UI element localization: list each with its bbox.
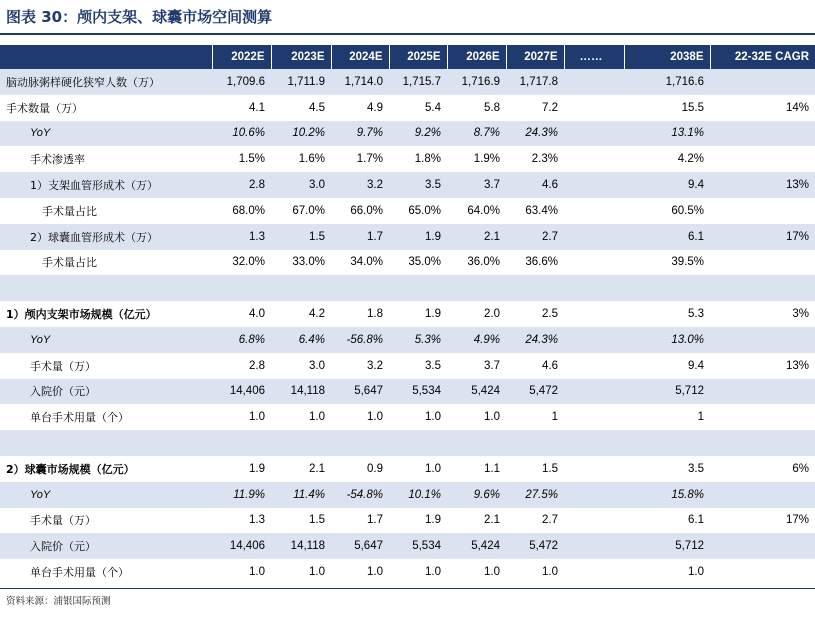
table-cell bbox=[710, 482, 815, 508]
table-cell: 1.6% bbox=[298, 153, 325, 166]
row-label: 1）支架血管形成术（万） bbox=[0, 172, 212, 198]
table-cell bbox=[564, 456, 624, 482]
table-cell: 17% bbox=[785, 514, 809, 527]
table-cell: 2.1 bbox=[309, 462, 325, 475]
table-row bbox=[0, 224, 815, 250]
table-row bbox=[0, 327, 815, 353]
table-cell bbox=[564, 172, 624, 198]
table-cell: 4.5 bbox=[309, 101, 325, 114]
table-cell: 1.8 bbox=[367, 308, 383, 321]
table-cell: 1.7% bbox=[356, 153, 383, 166]
table-cell: 2.7 bbox=[506, 224, 564, 250]
table-cell: 3% bbox=[792, 308, 809, 321]
table-cell: 5,424 bbox=[447, 533, 506, 559]
table-cell: 13.0% bbox=[624, 327, 710, 353]
table-cell bbox=[564, 146, 624, 172]
table-row bbox=[0, 146, 815, 172]
row-label: 2）球囊市场规模（亿元） bbox=[6, 462, 135, 476]
table-cell: 1.9 bbox=[425, 514, 441, 527]
table-cell: 3.2 bbox=[331, 172, 389, 198]
row-label: 手术数量（万） bbox=[6, 101, 83, 115]
table-cell: 36.0% bbox=[467, 256, 500, 269]
table-cell: 2.0 bbox=[484, 308, 500, 321]
row-label: 手术渗透率 bbox=[30, 153, 85, 167]
table-cell: 6.4% bbox=[271, 327, 331, 353]
table-row bbox=[0, 95, 815, 121]
table-row bbox=[0, 121, 815, 147]
table-row bbox=[0, 482, 815, 508]
row-label: YoY bbox=[0, 121, 212, 147]
table-cell: 2.7 bbox=[542, 514, 558, 527]
table-cell bbox=[564, 353, 624, 379]
table-cell: 2.8 bbox=[249, 359, 265, 372]
table-cell: 1,716.9 bbox=[447, 69, 506, 95]
table-cell: 9.6% bbox=[447, 482, 506, 508]
table-cell bbox=[564, 533, 624, 559]
table-cell bbox=[710, 327, 815, 353]
table-cell: 8.7% bbox=[447, 121, 506, 147]
table-cell: 67.0% bbox=[292, 204, 325, 217]
table-cell: 1 bbox=[697, 411, 704, 424]
title-divider bbox=[0, 33, 815, 35]
table-cell: 1.5% bbox=[238, 153, 265, 166]
table-cell: 32.0% bbox=[232, 256, 265, 269]
table-cell: 5,647 bbox=[331, 379, 389, 405]
table-cell: 13.1% bbox=[624, 121, 710, 147]
table-cell: 14,406 bbox=[212, 533, 271, 559]
table-cell bbox=[564, 224, 624, 250]
table-row bbox=[0, 379, 815, 405]
table-cell: 5,472 bbox=[506, 533, 564, 559]
table-cell: 6% bbox=[792, 462, 809, 475]
header-cell: 2023E bbox=[271, 45, 331, 69]
table-cell: 3.0 bbox=[309, 359, 325, 372]
row-label: 单台手术用量（个） bbox=[30, 411, 129, 425]
table-cell: 10.1% bbox=[389, 482, 447, 508]
header-cell-label bbox=[0, 45, 212, 69]
table-cell: 5,712 bbox=[624, 379, 710, 405]
table-cell: 34.0% bbox=[350, 256, 383, 269]
header-cell: 2022E bbox=[212, 45, 271, 69]
table-cell: 1.0 bbox=[688, 566, 704, 579]
table-cell: 1.3 bbox=[212, 224, 271, 250]
table-cell: 2.3% bbox=[531, 153, 558, 166]
row-label: 手术量占比 bbox=[42, 204, 97, 218]
table-cell: 1.0 bbox=[542, 566, 558, 579]
table-row bbox=[0, 456, 815, 482]
table-cell: 17% bbox=[710, 224, 815, 250]
table-cell bbox=[564, 559, 624, 585]
spacer-cell bbox=[0, 275, 815, 301]
table-cell bbox=[564, 301, 624, 327]
table-cell: 1.0 bbox=[309, 566, 325, 579]
row-label: 手术量占比 bbox=[42, 256, 97, 270]
table-cell: 1.8% bbox=[414, 153, 441, 166]
table-cell: 1 bbox=[551, 411, 558, 424]
table-row bbox=[0, 172, 815, 198]
table-cell: 1.0 bbox=[367, 566, 383, 579]
table-cell: 4.9 bbox=[367, 101, 383, 114]
table-cell: 1.0 bbox=[425, 566, 441, 579]
table-cell: 3.5 bbox=[425, 359, 441, 372]
table-cell: 11.9% bbox=[212, 482, 271, 508]
spacer-cell bbox=[0, 430, 815, 456]
table-cell: 1.0 bbox=[249, 411, 265, 424]
table-cell bbox=[564, 69, 624, 95]
header-cell: 2025E bbox=[389, 45, 447, 69]
table-cell: 4.6 bbox=[506, 172, 564, 198]
table-cell: 5,472 bbox=[506, 379, 564, 405]
table-cell: 2.1 bbox=[447, 224, 506, 250]
table-row bbox=[0, 198, 815, 224]
table-cell: 24.3% bbox=[506, 327, 564, 353]
table-cell: 3.0 bbox=[271, 172, 331, 198]
table-cell: 1.9 bbox=[425, 308, 441, 321]
table-cell bbox=[564, 379, 624, 405]
table-cell: 14,406 bbox=[212, 379, 271, 405]
row-label: YoY bbox=[0, 327, 212, 353]
row-label: YoY bbox=[0, 482, 212, 508]
table-cell bbox=[710, 404, 815, 430]
table-cell: 13% bbox=[710, 172, 815, 198]
market-table bbox=[0, 45, 815, 585]
table-cell: 9.2% bbox=[389, 121, 447, 147]
table-cell: 1.0 bbox=[484, 566, 500, 579]
table-cell: 1,716.6 bbox=[624, 69, 710, 95]
row-label: 入院价（元） bbox=[0, 533, 212, 559]
table-cell: 65.0% bbox=[408, 204, 441, 217]
table-cell bbox=[710, 250, 815, 276]
table-cell: 5,534 bbox=[389, 533, 447, 559]
table-cell: 1,715.7 bbox=[389, 69, 447, 95]
table-cell: 60.5% bbox=[671, 204, 704, 217]
table-cell: 5.3% bbox=[389, 327, 447, 353]
table-cell: 1.0 bbox=[425, 411, 441, 424]
table-cell: 1.5 bbox=[271, 224, 331, 250]
table-cell: 10.6% bbox=[212, 121, 271, 147]
table-cell: 6.8% bbox=[212, 327, 271, 353]
table-cell: 36.6% bbox=[525, 256, 558, 269]
table-cell: 1.5 bbox=[542, 462, 558, 475]
source-note: 资料来源：浦银国际预测 bbox=[6, 596, 111, 607]
table-cell: 35.0% bbox=[408, 256, 441, 269]
table-cell: 4.2 bbox=[309, 308, 325, 321]
table-cell: 4.6 bbox=[542, 359, 558, 372]
table-cell: 1.9 bbox=[389, 224, 447, 250]
table-cell: 27.5% bbox=[506, 482, 564, 508]
table-cell: 66.0% bbox=[350, 204, 383, 217]
table-cell: 1.3 bbox=[249, 514, 265, 527]
table-cell: 14,118 bbox=[271, 533, 331, 559]
table-cell: 2.8 bbox=[212, 172, 271, 198]
footer-divider bbox=[0, 588, 815, 589]
table-cell: 4.1 bbox=[249, 101, 265, 114]
table-cell bbox=[564, 95, 624, 121]
table-cell: 1,714.0 bbox=[331, 69, 389, 95]
table-cell: -54.8% bbox=[331, 482, 389, 508]
table-cell: 5.8 bbox=[484, 101, 500, 114]
table-header-row bbox=[0, 45, 815, 69]
table-cell: 15.5 bbox=[681, 101, 704, 114]
table-cell: 1,711.9 bbox=[271, 69, 331, 95]
table-cell: 3.2 bbox=[367, 359, 383, 372]
table-cell: 24.3% bbox=[506, 121, 564, 147]
table-cell: 14,118 bbox=[271, 379, 331, 405]
table-cell bbox=[564, 198, 624, 224]
table-cell bbox=[710, 379, 815, 405]
table-cell: 9.4 bbox=[624, 172, 710, 198]
row-label: 脑动脉粥样硬化狭窄人数（万） bbox=[0, 69, 212, 95]
table-cell: 33.0% bbox=[292, 256, 325, 269]
table-cell: 3.7 bbox=[484, 359, 500, 372]
header-cell: 2026E bbox=[447, 45, 506, 69]
table-cell: 5,712 bbox=[624, 533, 710, 559]
table-row bbox=[0, 508, 815, 534]
table-cell bbox=[564, 482, 624, 508]
header-cell: 2038E bbox=[624, 45, 710, 69]
table-cell: 4.0 bbox=[249, 308, 265, 321]
table-cell: 9.7% bbox=[331, 121, 389, 147]
page-title: 图表 30：颅内支架、球囊市场空间测算 bbox=[6, 8, 273, 26]
table-cell: 4.9% bbox=[447, 327, 506, 353]
table-cell bbox=[710, 533, 815, 559]
table-cell: 3.5 bbox=[688, 462, 704, 475]
table-cell: 5.3 bbox=[688, 308, 704, 321]
spacer-row bbox=[0, 275, 815, 301]
table-cell: -56.8% bbox=[331, 327, 389, 353]
table-cell: 6.1 bbox=[624, 224, 710, 250]
table-row bbox=[0, 301, 815, 327]
table-row bbox=[0, 69, 815, 95]
row-label: 手术量（万） bbox=[30, 359, 96, 373]
table-cell: 1.0 bbox=[425, 462, 441, 475]
table-row bbox=[0, 559, 815, 585]
table-cell: 7.2 bbox=[542, 101, 558, 114]
table-cell: 1.0 bbox=[249, 566, 265, 579]
table-row bbox=[0, 250, 815, 276]
table-cell: 5,647 bbox=[331, 533, 389, 559]
table-cell: 1,717.8 bbox=[506, 69, 564, 95]
table-cell: 10.2% bbox=[271, 121, 331, 147]
table-cell: 1.1 bbox=[484, 462, 500, 475]
table-cell bbox=[710, 69, 815, 95]
table-cell: 1.5 bbox=[309, 514, 325, 527]
table-cell: 39.5% bbox=[671, 256, 704, 269]
table-cell: 1.0 bbox=[484, 411, 500, 424]
row-label: 1）颅内支架市场规模（亿元） bbox=[6, 308, 157, 322]
table-row bbox=[0, 404, 815, 430]
row-label: 入院价（元） bbox=[0, 379, 212, 405]
table-cell bbox=[564, 404, 624, 430]
table-cell: 68.0% bbox=[232, 204, 265, 217]
table-cell bbox=[710, 198, 815, 224]
table-row bbox=[0, 533, 815, 559]
table-cell: 2.1 bbox=[484, 514, 500, 527]
table-cell: 1,709.6 bbox=[212, 69, 271, 95]
table-cell: 1.9% bbox=[473, 153, 500, 166]
row-label: 手术量（万） bbox=[30, 514, 96, 528]
table-cell: 0.9 bbox=[367, 462, 383, 475]
table-cell: 1.7 bbox=[367, 514, 383, 527]
table-cell: 63.4% bbox=[525, 204, 558, 217]
table-cell: 1.7 bbox=[331, 224, 389, 250]
table-cell: 5.4 bbox=[425, 101, 441, 114]
table-cell: 5,534 bbox=[389, 379, 447, 405]
table-cell bbox=[710, 146, 815, 172]
row-label: 单台手术用量（个） bbox=[30, 566, 129, 580]
table-cell: 3.7 bbox=[447, 172, 506, 198]
table-cell bbox=[564, 121, 624, 147]
table-cell bbox=[710, 121, 815, 147]
table-cell bbox=[564, 250, 624, 276]
table-cell: 1.0 bbox=[309, 411, 325, 424]
table-cell: 14% bbox=[785, 101, 809, 114]
header-cell: 22-32E CAGR bbox=[710, 45, 815, 69]
table-row bbox=[0, 353, 815, 379]
table-cell: 4.2% bbox=[677, 153, 704, 166]
table-cell: 2.5 bbox=[542, 308, 558, 321]
table-cell: 64.0% bbox=[467, 204, 500, 217]
table-cell bbox=[564, 327, 624, 353]
table-cell: 1.9 bbox=[249, 462, 265, 475]
table-cell bbox=[710, 559, 815, 585]
header-cell: 2027E bbox=[506, 45, 564, 69]
table-cell: 5,424 bbox=[447, 379, 506, 405]
table-cell: 3.5 bbox=[389, 172, 447, 198]
table-cell bbox=[564, 508, 624, 534]
table-cell: 15.8% bbox=[624, 482, 710, 508]
table-cell: 13% bbox=[785, 359, 809, 372]
table-cell: 9.4 bbox=[688, 359, 704, 372]
header-cell: 2024E bbox=[331, 45, 389, 69]
table-cell: 11.4% bbox=[271, 482, 331, 508]
table-cell: 6.1 bbox=[688, 514, 704, 527]
spacer-row bbox=[0, 430, 815, 456]
table-cell: 1.0 bbox=[367, 411, 383, 424]
row-label: 2）球囊血管形成术（万） bbox=[0, 224, 212, 250]
header-cell: …… bbox=[564, 45, 624, 69]
